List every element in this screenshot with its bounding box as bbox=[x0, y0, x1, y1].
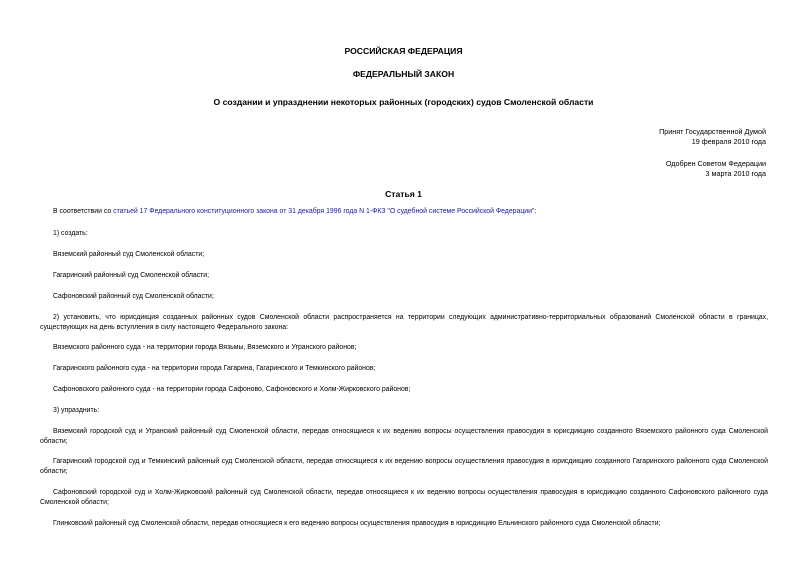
law-reference-link[interactable]: статьей 17 Федерального конституционного закона от 31 декабря 1996 года N 1-ФКЗ "О судебной системе Российской Федерации" bbox=[113, 208, 535, 215]
item-2: 2) установить, что юрисдикция созданных районных судов Смоленской области распространяется на территории следующих административно-территориальных образований Смоленской области в границах, существующих на день вступления в силу настоящего Федерального закона: bbox=[40, 314, 768, 331]
adopted-label: Принят Государственной Думой bbox=[659, 127, 766, 136]
adopted-date: 19 февраля 2010 года bbox=[691, 137, 766, 146]
approval-block bbox=[666, 159, 766, 179]
intro-prefix: В соответствии со bbox=[53, 208, 114, 215]
abolish-3: Сафоновский городской суд и Холм-Жирковский районный суд Смоленской области, передав относящиеся к их ведению вопросы осуществления правосудия в юрисдикцию созданного Сафоновского районного суда Смоленской области; bbox=[40, 489, 768, 506]
intro-paragraph bbox=[40, 207, 768, 217]
adoption-block bbox=[659, 127, 766, 147]
jurisdiction-2: Гагаринского районного суда - на территории города Гагарина, Гагаринского и Темкинского районов; bbox=[53, 365, 376, 372]
court-2: Гагаринский районный суд Смоленской области; bbox=[53, 272, 210, 279]
approved-date: 3 марта 2010 года bbox=[705, 169, 766, 178]
article-heading: Статья 1 bbox=[385, 189, 422, 199]
item-1: 1) создать: bbox=[53, 230, 88, 237]
abolish-4: Глинковский районный суд Смоленской области, передав относящиеся к его ведению вопросы осуществления правосудия в юрисдикцию Ельнинского районного суда Смоленской области; bbox=[53, 520, 661, 527]
federation-heading: РОССИЙСКАЯ ФЕДЕРАЦИЯ bbox=[344, 46, 463, 56]
law-type-heading: ФЕДЕРАЛЬНЫЙ ЗАКОН bbox=[352, 69, 455, 79]
approved-label: Одобрен Советом Федерации bbox=[665, 159, 766, 168]
law-title: О создании и упразднении некоторых районных (городских) судов Смоленской области bbox=[213, 97, 594, 107]
court-1: Вяземский районный суд Смоленской области; bbox=[53, 251, 205, 258]
abolish-1: Вяземский городской суд и Угранский районный суд Смоленской области, передав относящиеся к их ведению вопросы осуществления правосудия в юрисдикцию созданного Вяземского районного суда Смоленской области; bbox=[40, 428, 768, 445]
court-3: Сафоновский районный суд Смоленской области; bbox=[53, 293, 214, 300]
item-3: 3) упразднить: bbox=[53, 407, 100, 414]
intro-suffix: : bbox=[534, 208, 537, 215]
abolish-2: Гагаринский городской суд и Темкинский районный суд Смоленской области, передав относящиеся к их ведению вопросы осуществления правосудия в юрисдикцию созданного Гагаринского районного суда Смоленской области; bbox=[40, 458, 768, 475]
jurisdiction-3: Сафоновского районного суда - на территории города Сафоново, Сафоновского и Холм-Жирковского районов; bbox=[53, 386, 411, 393]
jurisdiction-1: Вяземского районного суда - на территории города Вязьмы, Вяземского и Угранского районов; bbox=[53, 344, 357, 351]
